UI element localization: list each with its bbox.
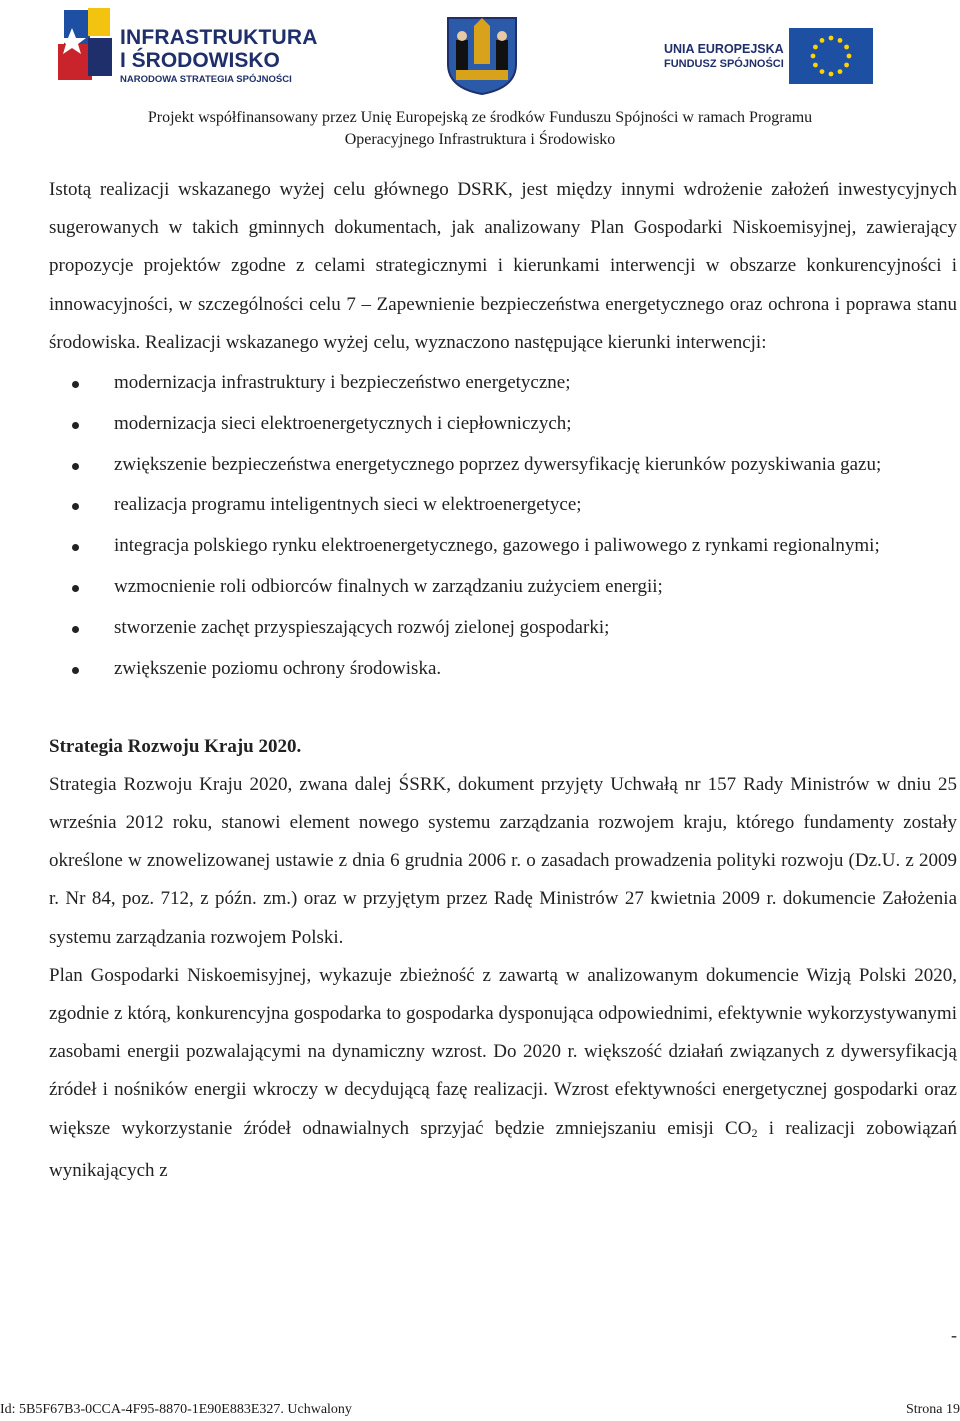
infrastruktura-logo-mark [58,8,118,86]
intervention-directions-list [49,364,957,688]
logo-left-line1: INFRASTRUKTURA [120,26,318,49]
project-header-line1: Projekt współfinansowany przez Unię Europejską ze środków Funduszu Spójności w ramach Programu [147,109,813,126]
list-item: wzmocnienie roli odbiorców finalnych w zarządzaniu zużyciem energii; [49,568,957,606]
document-body [49,171,957,1190]
list-item: zwiększenie poziomu ochrony środowiska. [49,650,957,688]
continuation-dash: - [951,1325,957,1345]
list-item: modernizacja sieci elektroenergetycznych i ciepłowniczych; [49,405,957,443]
strategy-paragraph: Strategia Rozwoju Kraju 2020, zwana dalej ŚSRK, dokument przyjęty Uchwałą nr 157 Rady Ministrów w dniu 25 września 2012 roku, stanowi element nowego systemu zarządzania rozwojem kraju, którego fundamenty zostały określone w znowelizowanej ustawie z dnia 6 grudnia 2006 r. o zasadach prowadzenia polityki rozwoju (Dz.U. z 2009 r. Nr 84, poz. 712, z późn. zm.) oraz w przyjętym przez Radę Ministrów 27 kwietnia 2009 r. dokumencie Założenia systemu zarządzania rozwojem Polski. [49,773,957,948]
logo-left-line3: NARODOWA STRATEGIA SPÓJNOŚCI [120,74,292,85]
project-header-line2: Operacyjnego Infrastruktura i Środowisko [344,131,616,148]
list-item: zwiększenie bezpieczeństwa energetycznego poprzez dywersyfikację kierunków pozyskiwania gazu; [49,446,957,484]
eu-flag-icon [789,28,873,84]
list-item: integracja polskiego rynku elektroenergetycznego, gazowego i paliwowego z rynkami regionalnymi; [49,527,957,565]
logo-left-line2: I ŚRODOWISKO [120,49,280,72]
unia-europejska-logo [664,28,879,84]
logo-right-line2: FUNDUSZ SPÓJNOŚCI [664,58,784,70]
plan-paragraph-end: i realizacji zobowiązań wynikających z [49,1117,957,1181]
logo-right-line1: UNIA EUROPEJSKA [664,42,784,56]
plan-paragraph [49,957,957,1190]
plan-paragraph-text: Plan Gospodarki Niskoemisyjnej, wykazuje zbieżność z zawartą w analizowanym dokumencie Wizją Polski 2020, zgodnie z którą, konkurencyjna gospodarka to gospodarka dysponująca odpowiednimi, efektywnie wykorzystywanymi zasobami energii pozwalającymi na dynamiczny wzrost. Do 2020 r. większość działań związanych z dywersyfikacją źródeł i nośników energii wkroczy w decydującą fazę realizacji. Wzrost efektywności energetycznej gospodarki oraz większe wykorzystanie źródeł odnawialnych sprzyjać będzie zmniejszaniu emisji CO [49,964,957,1139]
document-id-footer: Id: 5B5F67B3-0CCA-4F95-8870-1E90E883E327. Uchwalony [0,1402,352,1417]
list-item: realizacja programu inteligentnych sieci w elektroenergetyce; [49,486,957,524]
list-item: modernizacja infrastruktury i bezpieczeństwo energetyczne; [49,364,957,402]
page-number: Strona 19 [905,1402,960,1417]
infrastruktura-srodowisko-logo [58,8,318,88]
co2-subscript: 2 [751,1125,758,1140]
section-heading: Strategia Rozwoju Kraju 2020. [49,735,302,757]
coat-of-arms-icon [446,16,518,96]
intro-paragraph: Istotą realizacji wskazanego wyżej celu głównego DSRK, jest między innymi wdrożenie założeń inwestycyjnych sugerowanych w takich gminnych dokumentach, jak analizowany Plan Gospodarki Niskoemisyjnej, zawierający propozycje projektów zgodne z celami strategicznymi i kierunkami interwencji w obszarze konkurencyjności i innowacyjności, w szczególności celu 7 – Zapewnienie bezpieczeństwa energetycznego oraz ochrona i poprawa stanu środowiska. Realizacji wskazanego wyżej celu, wyznaczono następujące kierunki interwencji: [49,179,957,353]
project-funding-header [0,107,960,151]
list-item: stworzenie zachęt przyspieszających rozwój zielonej gospodarki; [49,609,957,647]
